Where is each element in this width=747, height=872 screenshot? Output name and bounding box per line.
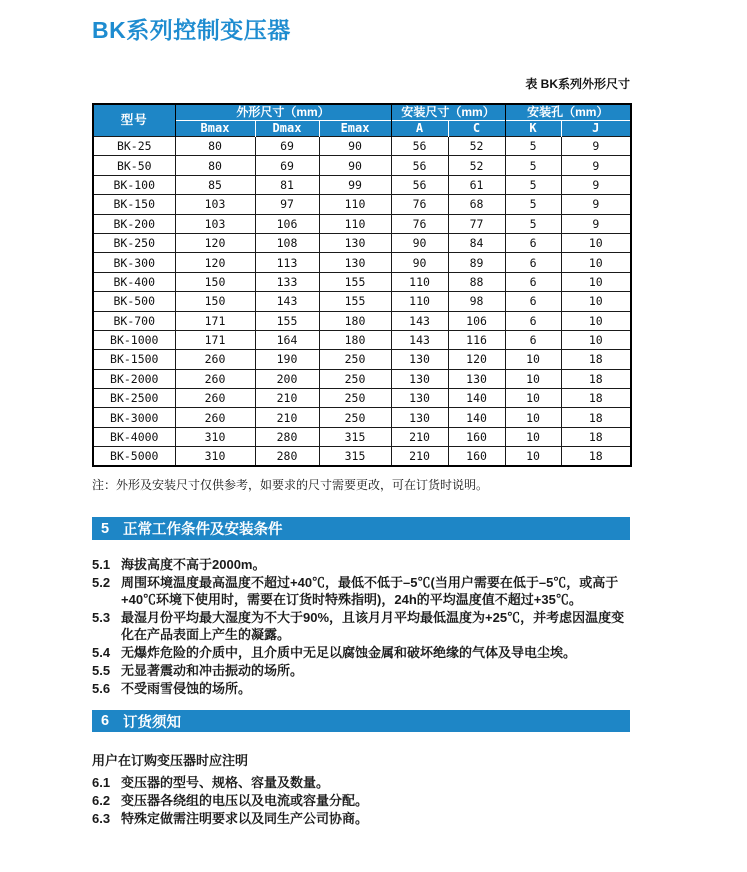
value-cell: 140 <box>448 389 505 408</box>
value-cell: 116 <box>448 330 505 349</box>
value-cell: 61 <box>448 175 505 194</box>
item-text: 不受雨雪侵蚀的场所。 <box>121 681 252 697</box>
section-5-item-5.6 <box>92 680 630 697</box>
model-cell: BK-2000 <box>93 369 175 388</box>
value-cell: 10 <box>561 272 631 291</box>
value-cell: 280 <box>255 427 319 446</box>
value-cell: 10 <box>505 427 561 446</box>
value-cell: 155 <box>255 311 319 330</box>
value-cell: 103 <box>175 195 255 214</box>
item-number: 5.3 <box>92 610 111 626</box>
value-cell: 260 <box>175 369 255 388</box>
value-cell: 150 <box>175 292 255 311</box>
section-5-number: 5 <box>101 520 110 537</box>
value-cell: 150 <box>175 272 255 291</box>
item-text: 无爆炸危险的介质中，且介质中无足以腐蚀金属和破坏绝缘的气体及导电尘埃。 <box>121 645 577 661</box>
item-number: 6.3 <box>92 811 111 827</box>
value-cell: 56 <box>391 137 448 156</box>
value-cell: 9 <box>561 175 631 194</box>
item-number: 5.6 <box>92 681 111 697</box>
value-cell: 97 <box>255 195 319 214</box>
section-6-item-6.2 <box>92 792 630 809</box>
model-cell: BK-4000 <box>93 427 175 446</box>
section-5-item-5.4 <box>92 644 630 661</box>
column-header: A <box>391 121 448 137</box>
value-cell: 180 <box>319 330 391 349</box>
value-cell: 113 <box>255 253 319 272</box>
value-cell: 9 <box>561 156 631 175</box>
value-cell: 260 <box>175 389 255 408</box>
value-cell: 6 <box>505 272 561 291</box>
value-cell: 5 <box>505 214 561 233</box>
table-row <box>93 292 631 311</box>
item-text: 特殊定做需注明要求以及同生产公司协商。 <box>121 811 369 827</box>
value-cell: 103 <box>175 214 255 233</box>
dimensions-table <box>92 103 632 467</box>
value-cell: 99 <box>319 175 391 194</box>
model-cell: BK-5000 <box>93 447 175 466</box>
value-cell: 160 <box>448 447 505 466</box>
table-body <box>93 137 631 467</box>
value-cell: 90 <box>319 156 391 175</box>
value-cell: 10 <box>505 389 561 408</box>
model-cell: BK-500 <box>93 292 175 311</box>
table-row <box>93 447 631 466</box>
model-cell: BK-200 <box>93 214 175 233</box>
value-cell: 9 <box>561 214 631 233</box>
item-text: 最湿月份平均最大湿度为不大于90%，且该月月平均最低温度为+25℃，并考虑因温度变化在产品表面上产生的凝露。 <box>121 610 625 643</box>
section-5-item-5.5 <box>92 662 630 679</box>
value-cell: 18 <box>561 447 631 466</box>
value-cell: 250 <box>319 369 391 388</box>
section-5-items <box>92 556 630 697</box>
value-cell: 160 <box>448 427 505 446</box>
item-text: 周围环境温度最高温度不超过+40℃，最低不低于–5℃(当用户需要在低于–5℃，或高于+40℃环境下使用时，需要在订货时特殊指明)，24h的平均温度值不超过+35℃。 <box>121 575 619 608</box>
value-cell: 5 <box>505 137 561 156</box>
value-cell: 52 <box>448 137 505 156</box>
table-row <box>93 408 631 427</box>
value-cell: 260 <box>175 350 255 369</box>
value-cell: 6 <box>505 253 561 272</box>
value-cell: 171 <box>175 311 255 330</box>
value-cell: 210 <box>391 447 448 466</box>
model-cell: BK-1500 <box>93 350 175 369</box>
value-cell: 84 <box>448 233 505 252</box>
model-cell: BK-2500 <box>93 389 175 408</box>
item-number: 5.2 <box>92 575 111 591</box>
value-cell: 260 <box>175 408 255 427</box>
value-cell: 9 <box>561 137 631 156</box>
value-cell: 133 <box>255 272 319 291</box>
value-cell: 120 <box>175 253 255 272</box>
section-6-intro: 用户在订购变压器时应注明 <box>92 753 249 769</box>
table-row <box>93 233 631 252</box>
item-text: 无显著震动和冲击振动的场所。 <box>121 663 304 679</box>
value-cell: 110 <box>391 292 448 311</box>
model-cell: BK-1000 <box>93 330 175 349</box>
value-cell: 120 <box>175 233 255 252</box>
value-cell: 155 <box>319 292 391 311</box>
value-cell: 143 <box>391 311 448 330</box>
value-cell: 108 <box>255 233 319 252</box>
value-cell: 10 <box>561 311 631 330</box>
value-cell: 69 <box>255 137 319 156</box>
page-title: BK系列控制变压器 <box>92 17 291 43</box>
value-cell: 210 <box>391 427 448 446</box>
table-row <box>93 175 631 194</box>
value-cell: 18 <box>561 369 631 388</box>
column-group-header: 安装孔（mm） <box>505 104 631 121</box>
model-cell: BK-100 <box>93 175 175 194</box>
value-cell: 10 <box>561 253 631 272</box>
value-cell: 6 <box>505 330 561 349</box>
value-cell: 250 <box>319 389 391 408</box>
column-group-header: 安装尺寸（mm） <box>391 104 505 121</box>
value-cell: 180 <box>319 311 391 330</box>
value-cell: 200 <box>255 369 319 388</box>
table-row <box>93 214 631 233</box>
value-cell: 315 <box>319 447 391 466</box>
section-6-item-6.3 <box>92 810 630 827</box>
section-5-item-5.3 <box>92 609 630 643</box>
section-5-header-bar <box>92 517 630 540</box>
value-cell: 106 <box>255 214 319 233</box>
value-cell: 10 <box>561 233 631 252</box>
value-cell: 18 <box>561 350 631 369</box>
value-cell: 143 <box>255 292 319 311</box>
table-row <box>93 330 631 349</box>
value-cell: 52 <box>448 156 505 175</box>
item-text: 变压器的型号、规格、容量及数量。 <box>121 775 330 791</box>
value-cell: 18 <box>561 389 631 408</box>
value-cell: 88 <box>448 272 505 291</box>
table-row <box>93 427 631 446</box>
model-cell: BK-300 <box>93 253 175 272</box>
item-number: 6.1 <box>92 775 111 791</box>
table-row <box>93 137 631 156</box>
value-cell: 110 <box>319 214 391 233</box>
value-cell: 110 <box>319 195 391 214</box>
value-cell: 10 <box>505 408 561 427</box>
value-cell: 5 <box>505 156 561 175</box>
item-number: 6.2 <box>92 793 111 809</box>
column-header: Bmax <box>175 121 255 137</box>
value-cell: 250 <box>319 408 391 427</box>
value-cell: 130 <box>319 233 391 252</box>
value-cell: 69 <box>255 156 319 175</box>
column-header: J <box>561 121 631 137</box>
value-cell: 90 <box>319 137 391 156</box>
model-cell: BK-400 <box>93 272 175 291</box>
model-cell: BK-250 <box>93 233 175 252</box>
value-cell: 190 <box>255 350 319 369</box>
value-cell: 130 <box>319 253 391 272</box>
value-cell: 120 <box>448 350 505 369</box>
column-header: C <box>448 121 505 137</box>
value-cell: 56 <box>391 156 448 175</box>
value-cell: 9 <box>561 195 631 214</box>
value-cell: 77 <box>448 214 505 233</box>
value-cell: 250 <box>319 350 391 369</box>
value-cell: 130 <box>391 408 448 427</box>
table-row <box>93 369 631 388</box>
value-cell: 10 <box>505 369 561 388</box>
value-cell: 76 <box>391 195 448 214</box>
value-cell: 164 <box>255 330 319 349</box>
column-header: Dmax <box>255 121 319 137</box>
item-number: 5.4 <box>92 645 111 661</box>
column-header: Emax <box>319 121 391 137</box>
section-6-number: 6 <box>101 713 110 730</box>
value-cell: 10 <box>505 350 561 369</box>
value-cell: 80 <box>175 156 255 175</box>
value-cell: 10 <box>505 447 561 466</box>
value-cell: 143 <box>391 330 448 349</box>
value-cell: 85 <box>175 175 255 194</box>
table-row <box>93 389 631 408</box>
value-cell: 6 <box>505 311 561 330</box>
model-cell: BK-3000 <box>93 408 175 427</box>
value-cell: 80 <box>175 137 255 156</box>
table-row <box>93 253 631 272</box>
model-cell: BK-25 <box>93 137 175 156</box>
section-6-item-6.1 <box>92 774 630 791</box>
value-cell: 56 <box>391 175 448 194</box>
value-cell: 10 <box>561 292 631 311</box>
section-6-title: 订货须知 <box>123 714 181 731</box>
model-column-header: 型号 <box>93 104 175 137</box>
value-cell: 210 <box>255 389 319 408</box>
column-group-header: 外形尺寸（mm） <box>175 104 391 121</box>
value-cell: 18 <box>561 408 631 427</box>
section-5-item-5.2 <box>92 574 630 608</box>
value-cell: 18 <box>561 427 631 446</box>
value-cell: 315 <box>319 427 391 446</box>
value-cell: 130 <box>391 369 448 388</box>
value-cell: 81 <box>255 175 319 194</box>
table-header <box>93 104 631 137</box>
value-cell: 90 <box>391 253 448 272</box>
table-note: 注：外形及安装尺寸仅供参考，如要求的尺寸需要更改，可在订货时说明。 <box>92 478 489 493</box>
value-cell: 130 <box>391 389 448 408</box>
model-cell: BK-50 <box>93 156 175 175</box>
value-cell: 90 <box>391 233 448 252</box>
table-row <box>93 156 631 175</box>
section-6-header-bar <box>92 710 630 732</box>
section-6-items <box>92 774 630 827</box>
table-row <box>93 272 631 291</box>
item-number: 5.5 <box>92 663 111 679</box>
value-cell: 130 <box>448 369 505 388</box>
model-cell: BK-150 <box>93 195 175 214</box>
value-cell: 280 <box>255 447 319 466</box>
value-cell: 310 <box>175 447 255 466</box>
value-cell: 106 <box>448 311 505 330</box>
value-cell: 6 <box>505 233 561 252</box>
value-cell: 98 <box>448 292 505 311</box>
model-cell: BK-700 <box>93 311 175 330</box>
value-cell: 110 <box>391 272 448 291</box>
value-cell: 5 <box>505 175 561 194</box>
item-text: 海拔高度不高于2000m。 <box>121 557 266 573</box>
value-cell: 68 <box>448 195 505 214</box>
section-5-item-5.1 <box>92 556 630 573</box>
column-header: K <box>505 121 561 137</box>
section-5-title: 正常工作条件及安装条件 <box>123 522 283 539</box>
content-column <box>92 0 630 828</box>
value-cell: 155 <box>319 272 391 291</box>
value-cell: 310 <box>175 427 255 446</box>
value-cell: 140 <box>448 408 505 427</box>
value-cell: 6 <box>505 292 561 311</box>
table-caption: 表 BK系列外形尺寸 <box>525 77 630 91</box>
value-cell: 130 <box>391 350 448 369</box>
value-cell: 76 <box>391 214 448 233</box>
table-row <box>93 195 631 214</box>
value-cell: 89 <box>448 253 505 272</box>
table-row <box>93 350 631 369</box>
value-cell: 5 <box>505 195 561 214</box>
table-header-row-1 <box>93 104 631 121</box>
item-number: 5.1 <box>92 557 111 573</box>
table-row <box>93 311 631 330</box>
value-cell: 171 <box>175 330 255 349</box>
item-text: 变压器各绕组的电压以及电流或容量分配。 <box>121 793 369 809</box>
value-cell: 10 <box>561 330 631 349</box>
value-cell: 210 <box>255 408 319 427</box>
